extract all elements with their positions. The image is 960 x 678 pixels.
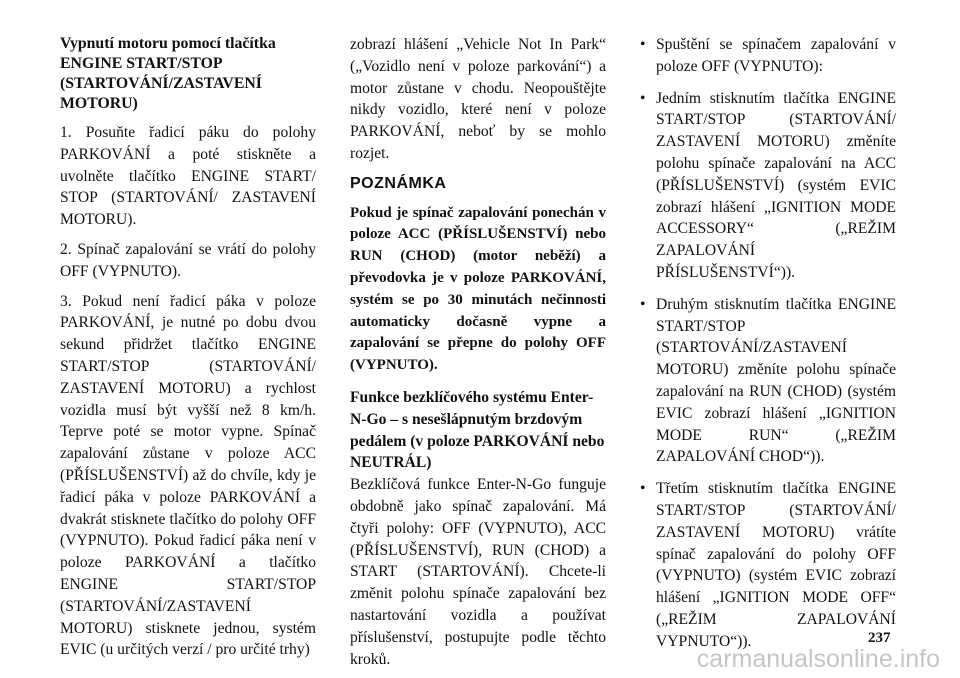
column-2 xyxy=(350,34,606,678)
bullet-item-1 xyxy=(640,34,896,78)
page-number: 237 xyxy=(868,630,891,646)
feature-subheading: Funkce bezklíčového systému Enter-N-Go – s nesešlápnutým brzdovým pedálem (v poloze PARKOVÁNÍ nebo NEUTRÁL) xyxy=(350,388,605,472)
note-text: Pokud je spínač zapalování ponechán v poloze ACC (PŘÍSLUŠENSTVÍ) nebo RUN (CHOD) (motor neběží) a převodovka je v poloze PARKOVÁNÍ, systém se po 30 minutách nečinnosti automaticky dočasně vypne a zapalování se přepne do polohy OFF (VYPNUTO). xyxy=(350,204,606,374)
note-heading: POZNÁMKA xyxy=(350,174,447,192)
bullet-icon: • xyxy=(640,295,646,313)
step-1: 1. Posuňte řadicí páku do polohy PARKOVÁNÍ a poté stiskněte a uvolněte tlačítko ENGINE START/ STOP (STARTOVÁNÍ/ ZASTAVENÍ MOTORU). xyxy=(60,124,316,229)
step-2: 2. Spínač zapalování se vrátí do polohy OFF (VYPNUTO). xyxy=(60,240,316,280)
bullet-item-3 xyxy=(640,294,896,468)
feature-body: Bezklíčová funkce Enter-N-Go funguje obdobně jako spínač zapalování. Má čtyři polohy: OFF (VYPNUTO), ACC (PŘÍSLUŠENSTVÍ), RUN (CHOD) a START (STARTOVÁNÍ). Chcete-li změnit polohu spínače zapalování bez nastartování vozidla a používat příslušenství, postupujte podle těchto kroků. xyxy=(350,476,606,668)
bullet-item-4 xyxy=(640,478,896,652)
step-3: 3. Pokud není řadicí páka v poloze PARKOVÁNÍ, je nutné po dobu dvou sekund přidržet tlačítko ENGINE START/STOP (STARTOVÁNÍ/ ZASTAVENÍ MOTORU) a rychlost vozidla musí být vyšší než 8 km/h. Teprve poté se motor vypne. Spínač zapalování zůstane v poloze ACC (PŘÍSLUŠENSTVÍ) až do chvíle, kdy je řadicí páka v poloze PARKOVÁNÍ a dvakrát stisknete tlačítko do polohy OFF (VYPNUTO). Pokud řadicí páka není v poloze PARKOVÁNÍ a tlačítko ENGINE START/STOP (STARTOVÁNÍ/ZASTAVENÍ MOTORU) stisknete jednou, systém EVIC (u určitých verzí / pro určité trhy) xyxy=(60,292,316,659)
bullet-icon: • xyxy=(640,36,646,53)
section-heading: Vypnutí motoru pomocí tlačítka ENGINE START/STOP (STARTOVÁNÍ/ZASTAVENÍ MOTORU) xyxy=(60,35,276,112)
watermark: carmanualsonline.info xyxy=(696,645,940,673)
bullet-icon: • xyxy=(640,480,646,498)
column-3 xyxy=(640,34,896,663)
bullet-text-4: Třetím stisknutím tlačítka ENGINE START/STOP (STARTOVÁNÍ/ ZASTAVENÍ MOTORU) vrátíte spínač zapalování do polohy OFF (VYPNUTO) (systém EVIC zobrazí hlášení „IGNITION MODE OFF“ („REŽIM ZAPALOVÁNÍ VYPNUTO“)). xyxy=(656,480,896,650)
continuation-paragraph: zobrazí hlášení „Vehicle Not In Park“ („Vozidlo není v poloze parkování“) a motor zůstane v chodu. Neopouštějte nikdy vozidlo, které není v poloze PARKOVÁNÍ, neboť by se mohlo rozjet. xyxy=(350,36,606,162)
bullet-icon: • xyxy=(640,89,646,107)
bullet-list xyxy=(640,34,896,653)
bullet-item-2 xyxy=(640,88,896,284)
bullet-text-3: Druhým stisknutím tlačítka ENGINE START/STOP (STARTOVÁNÍ/ZASTAVENÍ MOTORU) změníte polohu spínače zapalování na RUN (CHOD) (systém EVIC zobrazí hlášení „IGNITION MODE RUN“ („REŽIM ZAPALOVÁNÍ CHOD“)). xyxy=(656,295,896,466)
bullet-text-1: Spuštění se spínačem zapalování v poloze OFF (VYPNUTO): xyxy=(656,36,896,75)
column-1 xyxy=(60,34,316,669)
bullet-text-2: Jedním stisknutím tlačítka ENGINE START/STOP (STARTOVÁNÍ/ ZASTAVENÍ MOTORU) změníte polohu spínače zapalování na ACC (PŘÍSLUŠENSTVÍ) (systém EVIC zobrazí hlášení „IGNITION MODE ACCESSORY“ („REŽIM ZAPALOVÁNÍ PŘÍSLUŠENSTVÍ“)). xyxy=(656,89,896,281)
